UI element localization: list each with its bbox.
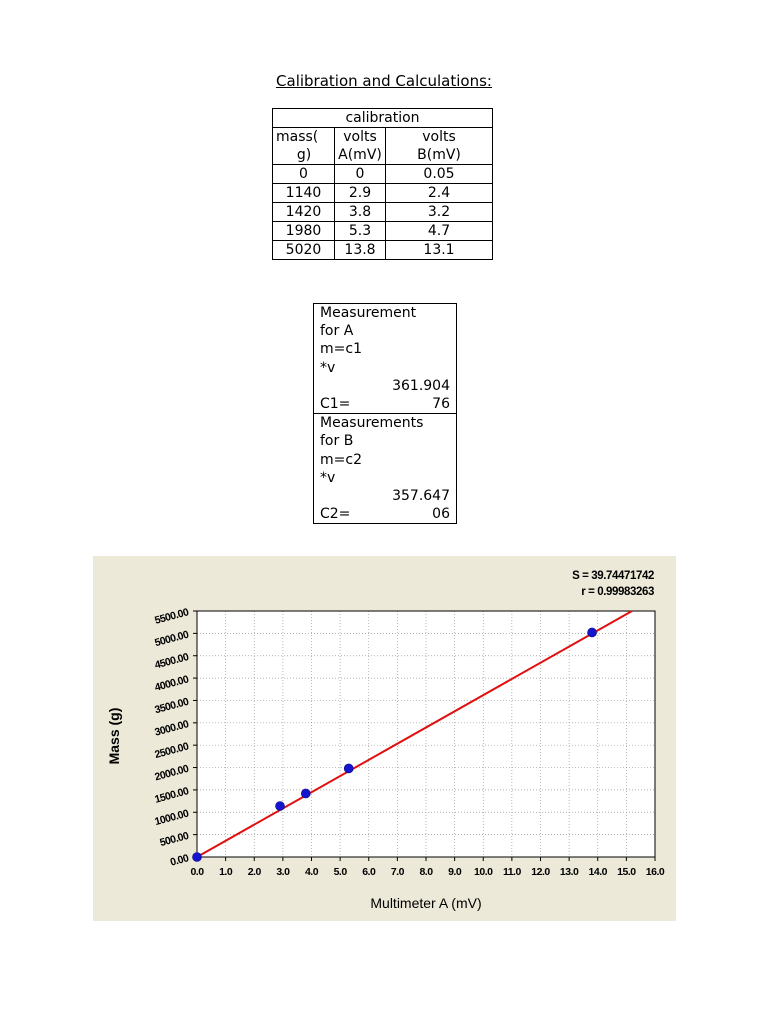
cell-mass: 0 xyxy=(273,165,335,184)
cell-volts-b: 2.4 xyxy=(386,184,493,203)
header-volts-a-line2: A(mV) xyxy=(338,147,382,163)
stat-s: S = 39.74471742 xyxy=(572,570,654,582)
stat-r: r = 0.99983263 xyxy=(581,586,654,598)
cell-mass: 1420 xyxy=(273,203,335,222)
y-tick-label: 4500.00 xyxy=(153,651,190,672)
cell-volts-b: 13.1 xyxy=(386,241,493,260)
header-volts-a xyxy=(335,128,386,165)
x-tick-label: 12.0 xyxy=(531,866,550,878)
cell-mass: 5020 xyxy=(273,241,335,260)
x-tick-label: 14.0 xyxy=(588,866,607,878)
measurement-b-line: for B xyxy=(320,433,354,450)
measurement-a-value-top: 361.904 xyxy=(392,377,450,394)
table-row xyxy=(273,203,493,222)
header-volts-a-line1: volts xyxy=(343,129,377,145)
x-tick-label: 1.0 xyxy=(219,866,233,878)
x-tick-label: 13.0 xyxy=(559,866,579,878)
measurement-b-line: m=c2 xyxy=(320,451,362,468)
cell-volts-a: 2.9 xyxy=(335,184,386,203)
chart-panel xyxy=(93,556,676,921)
table-row xyxy=(273,222,493,241)
y-tick-label: 2500.00 xyxy=(153,740,190,762)
y-tick-label: 1500.00 xyxy=(153,785,190,806)
data-point xyxy=(193,853,202,862)
x-tick-label: 7.0 xyxy=(390,866,404,878)
cell-mass: 1980 xyxy=(273,222,335,241)
table-row xyxy=(273,165,493,184)
x-tick-label: 15.0 xyxy=(617,866,636,878)
x-axis-label: Multimeter A (mV) xyxy=(370,895,482,911)
y-tick-label: 3000.00 xyxy=(153,718,190,739)
x-tick-label: 10.0 xyxy=(474,866,493,878)
x-tick-label: 16.0 xyxy=(645,866,665,878)
measurement-b-line: *v xyxy=(320,469,336,486)
x-tick-label: 2.0 xyxy=(247,866,261,878)
cell-volts-a: 0 xyxy=(335,165,386,184)
y-tick-label: 1000.00 xyxy=(153,807,190,829)
x-tick-label: 11.0 xyxy=(502,866,521,878)
calibration-table-title: calibration xyxy=(273,109,493,128)
x-tick-label: 4.0 xyxy=(304,866,319,878)
x-tick-label: 5.0 xyxy=(333,866,347,878)
y-tick-label: 2000.00 xyxy=(153,762,190,784)
header-volts-b xyxy=(386,128,493,165)
y-axis-label: Mass (g) xyxy=(106,707,122,765)
y-tick-label: 5000.00 xyxy=(153,628,190,650)
y-tick-label: 5500.00 xyxy=(153,606,190,627)
x-tick-label: 6.0 xyxy=(362,866,376,878)
cell-volts-b: 3.2 xyxy=(386,203,493,222)
data-point xyxy=(588,628,597,637)
table-row xyxy=(273,184,493,203)
x-tick-label: 0.0 xyxy=(190,866,204,878)
measurement-b-value-top: 357.647 xyxy=(392,488,450,505)
header-volts-b-line1: volts xyxy=(422,129,456,145)
calibration-table xyxy=(272,108,493,260)
measurement-b-line: Measurements xyxy=(320,415,424,432)
y-tick-labels xyxy=(153,606,190,869)
cell-volts-b: 0.05 xyxy=(386,165,493,184)
measurement-a-cell xyxy=(314,304,457,414)
y-tick-label: 4000.00 xyxy=(153,673,190,694)
cell-volts-a: 13.8 xyxy=(335,241,386,260)
measurement-a-line: *v xyxy=(320,359,336,376)
data-point xyxy=(276,802,285,811)
cell-volts-a: 3.8 xyxy=(335,203,386,222)
measurement-a-line: m=c1 xyxy=(320,341,362,358)
measurement-a-line: for A xyxy=(320,323,354,340)
x-tick-labels xyxy=(190,866,664,878)
data-point xyxy=(344,764,353,773)
cell-volts-a: 5.3 xyxy=(335,222,386,241)
c2-label: C2= xyxy=(320,506,351,523)
x-tick-label: 9.0 xyxy=(448,866,462,878)
y-tick-label: 0.00 xyxy=(168,852,190,869)
calibration-header-row xyxy=(273,128,493,165)
header-mass xyxy=(273,128,335,165)
measurement-b-c2-row xyxy=(320,505,450,523)
scatter-chart xyxy=(93,556,676,921)
measurement-a-line: Measurement xyxy=(320,305,417,321)
x-tick-label: 8.0 xyxy=(419,866,433,878)
measurement-table xyxy=(313,303,457,524)
c1-label: C1= xyxy=(320,396,351,413)
header-mass-line2: g) xyxy=(296,147,312,163)
x-tick-label: 3.0 xyxy=(276,866,290,878)
measurement-a-c1-row xyxy=(320,395,450,413)
y-tick-label: 3500.00 xyxy=(153,695,190,717)
data-point xyxy=(301,789,310,798)
table-row xyxy=(273,241,493,260)
c2-value-bottom: 06 xyxy=(432,506,450,523)
y-tick-label: 500.00 xyxy=(158,829,190,850)
page-title: Calibration and Calculations: xyxy=(276,72,492,90)
c1-value-bottom: 76 xyxy=(432,396,450,413)
header-volts-b-line2: B(mV) xyxy=(417,147,461,163)
cell-volts-b: 4.7 xyxy=(386,222,493,241)
measurement-b-cell xyxy=(314,414,457,524)
cell-mass: 1140 xyxy=(273,184,335,203)
header-mass-line1: mass( xyxy=(276,129,319,145)
